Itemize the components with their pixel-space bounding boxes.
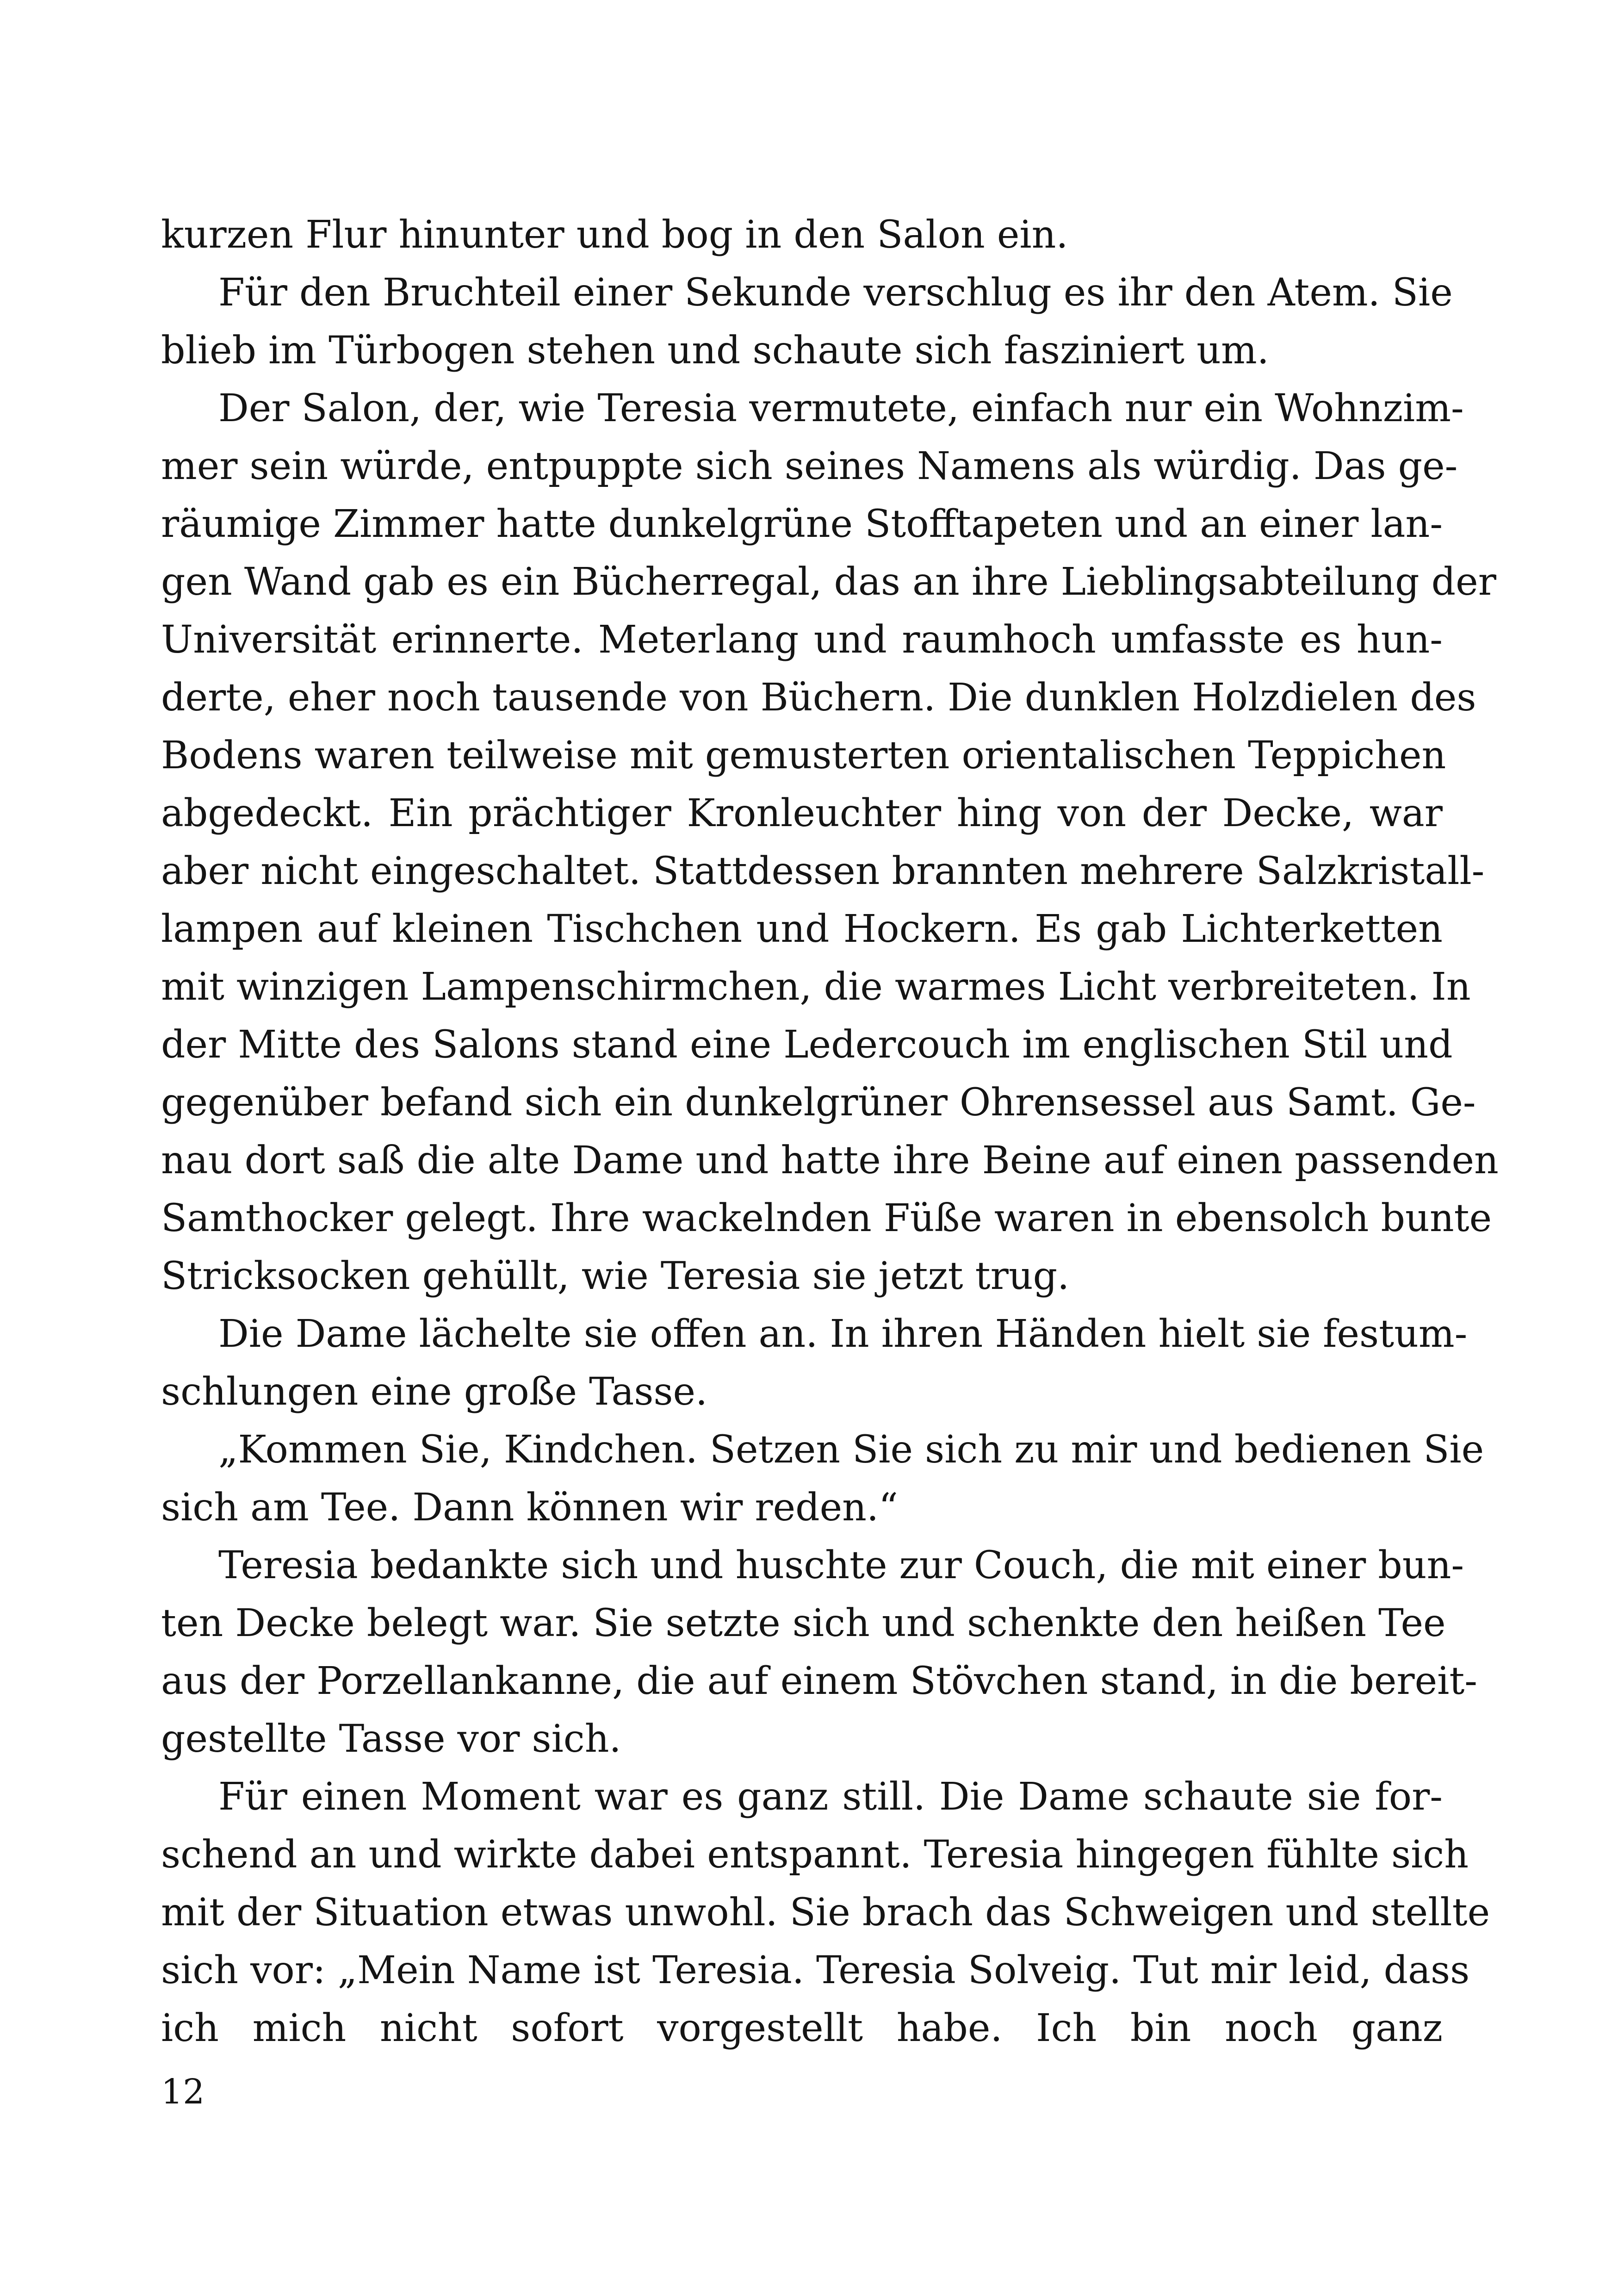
text-line: Samthocker gelegt. Ihre wackelnden Füße waren in ebensolch bunte	[161, 1196, 1492, 1240]
text-line: blieb im Türbogen stehen und schaute sich fasziniert um.	[161, 329, 1269, 373]
body-text	[161, 206, 1499, 2057]
text-line: Für den Bruchteil einer Sekunde verschlug es ihr den Atem. Sie	[218, 271, 1453, 315]
text-line: Universität erinnerte. Meterlang und raumhoch umfasste es hun-	[161, 618, 1443, 662]
text-line: kurzen Flur hinunter und bog in den Salon ein.	[161, 213, 1068, 257]
text-line: „Kommen Sie, Kindchen. Setzen Sie sich zu mir und bedienen Sie	[218, 1428, 1484, 1472]
text-line: ten Decke belegt war. Sie setzte sich und schenkte den heißen Tee	[161, 1601, 1446, 1645]
text-line: lampen auf kleinen Tischchen und Hockern. Es gab Lichterketten	[161, 907, 1443, 951]
text-line: derte, eher noch tausende von Büchern. Die dunklen Holzdielen des	[161, 676, 1476, 720]
text-line: mer sein würde, entpuppte sich seines Namens als würdig. Das ge-	[161, 444, 1458, 488]
text-line: ich mich nicht sofort vorgestellt habe. Ich bin noch ganz	[161, 2006, 1443, 2050]
text-line: sich vor: „Mein Name ist Teresia. Teresia Solveig. Tut mir leid, dass	[161, 1948, 1470, 1992]
text-line: sich am Tee. Dann können wir reden.“	[161, 1486, 898, 1530]
text-line: Stricksocken gehüllt, wie Teresia sie jetzt trug.	[161, 1254, 1070, 1298]
text-line: aus der Porzellankanne, die auf einem Stövchen stand, in die bereit-	[161, 1659, 1477, 1703]
text-line: gen Wand gab es ein Bücherregal, das an ihre Lieblingsabteilung der	[161, 560, 1496, 604]
text-line: abgedeckt. Ein prächtiger Kronleuchter hing von der Decke, war	[161, 791, 1443, 835]
text-line: der Mitte des Salons stand eine Ledercouch im englischen Stil und	[161, 1023, 1453, 1067]
text-line: aber nicht eingeschaltet. Stattdessen brannten mehrere Salzkristall-	[161, 849, 1485, 893]
text-line: räumige Zimmer hatte dunkelgrüne Stofftapeten und an einer lan-	[161, 502, 1443, 546]
text-line: schend an und wirkte dabei entspannt. Teresia hingegen fühlte sich	[161, 1833, 1469, 1877]
text-line: Für einen Moment war es ganz still. Die Dame schaute sie for-	[218, 1775, 1443, 1819]
text-line: Teresia bedankte sich und huschte zur Couch, die mit einer bun-	[218, 1543, 1464, 1587]
page-number: 12	[161, 2072, 205, 2112]
text-line: mit winzigen Lampenschirmchen, die warmes Licht verbreiteten. In	[161, 965, 1471, 1009]
text-line: schlungen eine große Tasse.	[161, 1370, 708, 1414]
text-line: Bodens waren teilweise mit gemusterten orientalischen Teppichen	[161, 734, 1446, 778]
text-line: gegenüber befand sich ein dunkelgrüner Ohrensessel aus Samt. Ge-	[161, 1081, 1476, 1125]
text-line: mit der Situation etwas unwohl. Sie brach das Schweigen und stellte	[161, 1891, 1490, 1935]
text-line: gestellte Tasse vor sich.	[161, 1717, 621, 1761]
text-line: Der Salon, der, wie Teresia vermutete, einfach nur ein Wohnzim-	[218, 386, 1464, 430]
text-line: nau dort saß die alte Dame und hatte ihre Beine auf einen passenden	[161, 1139, 1499, 1182]
text-line: Die Dame lächelte sie offen an. In ihren Händen hielt sie festum-	[218, 1312, 1468, 1356]
